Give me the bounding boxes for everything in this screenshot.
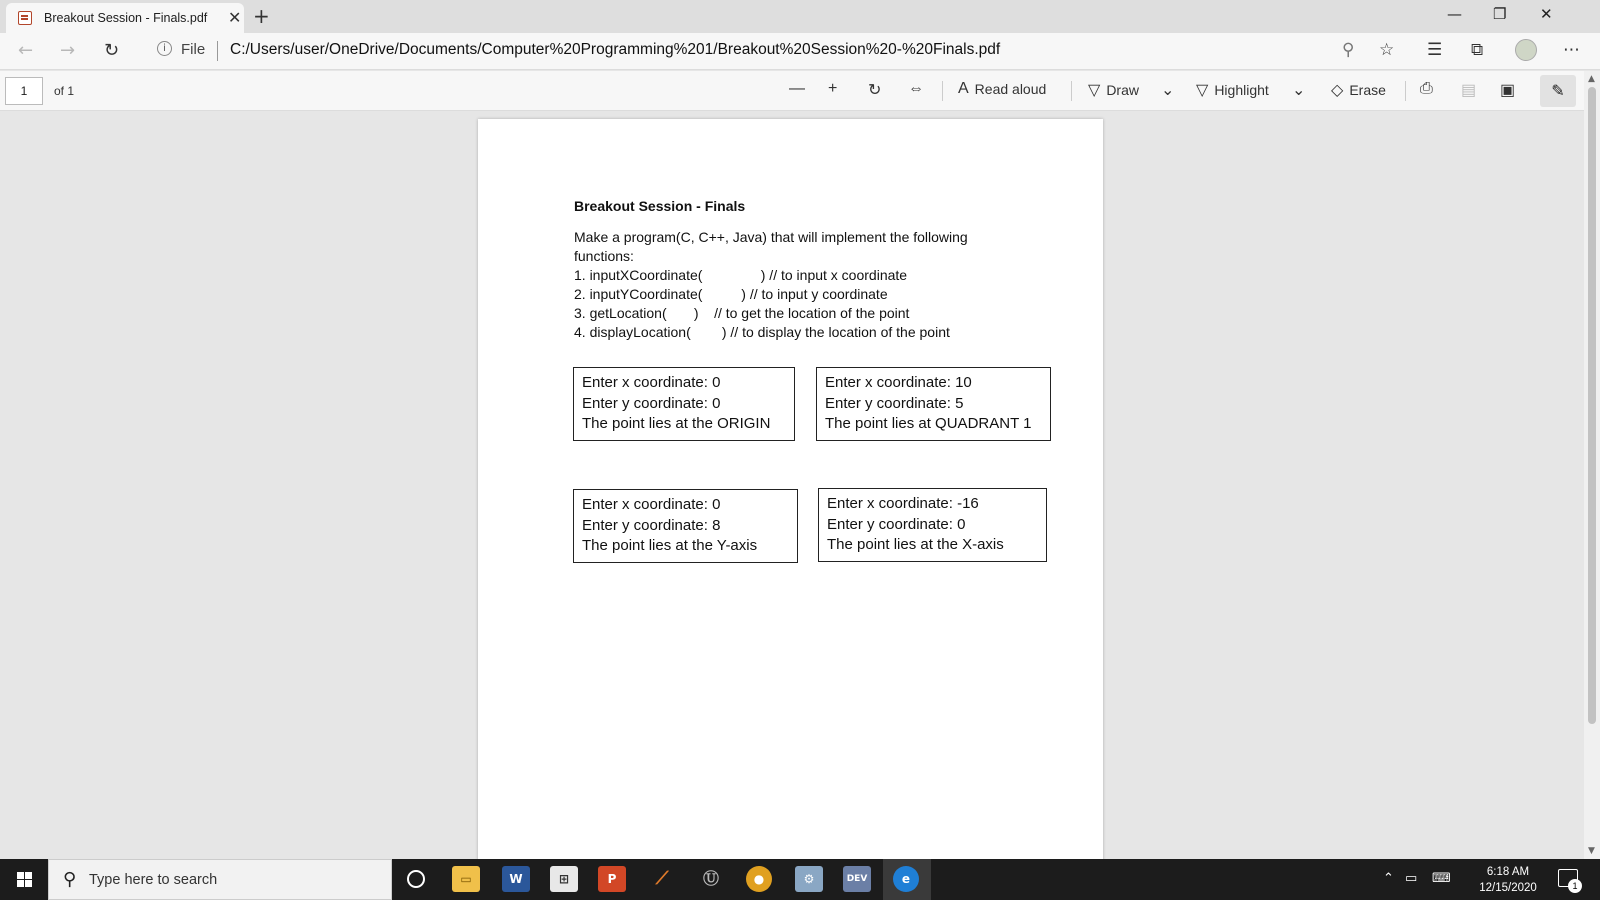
zoom-out-button[interactable]: [789, 80, 805, 98]
document-title: Breakout Session - Finals: [574, 198, 746, 214]
intro-line: functions:: [574, 248, 634, 264]
taskbar: [0, 859, 1600, 900]
erase-label: Erase: [1349, 82, 1386, 98]
toolbar-divider: [1071, 81, 1072, 101]
example-line: Enter x coordinate: 0: [582, 496, 721, 513]
tab-title: Breakout Session - Finals.pdf: [44, 11, 208, 25]
example-line: The point lies at the Y-axis: [582, 537, 758, 554]
example-output-box: [573, 367, 795, 441]
dev-tool-icon[interactable]: ⚙: [795, 866, 823, 892]
example-line: Enter x coordinate: 10: [825, 374, 972, 391]
collections-icon[interactable]: ⧉: [1471, 40, 1484, 60]
highlight-label: Highlight: [1214, 82, 1269, 98]
zoom-in-button[interactable]: [828, 80, 837, 98]
zoom-out-icon[interactable]: ⚲: [1342, 40, 1355, 60]
search-placeholder: Type here to search: [89, 872, 218, 888]
intro-line: Make a program(C, C++, Java) that will implement the following: [574, 229, 968, 245]
save-as-button[interactable]: [1500, 80, 1515, 100]
address-divider: [217, 41, 218, 61]
save-as-icon: ▣: [1500, 82, 1516, 99]
refresh-icon[interactable]: ↻: [104, 40, 120, 61]
file-explorer-icon[interactable]: ▭: [452, 866, 480, 892]
devcpp-icon[interactable]: DEV: [843, 866, 871, 892]
close-window-button[interactable]: ✕: [1540, 5, 1553, 23]
tab-pdf[interactable]: [6, 3, 244, 33]
function-item: 3. getLocation( ) // to get the location of the point: [574, 305, 910, 321]
function-item: 1. inputXCoordinate( ) // to input x coordinate: [574, 267, 908, 283]
more-menu-icon[interactable]: ⋯: [1563, 40, 1580, 60]
page-count: of 1: [54, 84, 75, 98]
vertical-scrollbar[interactable]: [1584, 71, 1600, 859]
rotate-button[interactable]: [868, 80, 881, 100]
scroll-down-icon[interactable]: ▼: [1588, 846, 1595, 856]
example-line: Enter y coordinate: 8: [582, 516, 721, 534]
notification-badge: 1: [1568, 879, 1582, 893]
powerpoint-icon[interactable]: P: [598, 866, 626, 892]
example-line: The point lies at the ORIGIN: [582, 415, 771, 432]
example-line: Enter y coordinate: 0: [827, 515, 966, 533]
example-output-box: [573, 489, 798, 563]
highlight-button[interactable]: [1196, 80, 1269, 100]
word-icon[interactable]: W: [502, 866, 530, 892]
save-button[interactable]: [1461, 80, 1476, 100]
scroll-thumb[interactable]: [1588, 87, 1596, 724]
clock-date: 12/15/2020: [1479, 882, 1537, 894]
document-body: [574, 197, 968, 342]
highlight-options-chevron-icon[interactable]: ⌄: [1292, 82, 1306, 99]
draw-button[interactable]: [1088, 80, 1139, 100]
function-item: 2. inputYCoordinate( ) // to input y coordinate: [574, 286, 888, 302]
read-aloud-icon: A: [958, 80, 969, 97]
save-icon: ▤: [1461, 82, 1477, 99]
fit-page-button[interactable]: [908, 80, 924, 98]
example-output-box: [818, 488, 1047, 562]
chrome-icon[interactable]: ●: [746, 866, 772, 892]
system-clock[interactable]: [1472, 864, 1544, 896]
plus-icon: +: [828, 80, 838, 97]
example-line: Enter x coordinate: -16: [827, 495, 979, 512]
example-line: Enter y coordinate: 0: [582, 394, 721, 412]
example-line: Enter y coordinate: 5: [825, 394, 964, 412]
tab-strip: [0, 0, 1600, 33]
print-button[interactable]: [1420, 80, 1433, 98]
example-line: The point lies at the X-axis: [827, 536, 1004, 553]
fit-page-icon: ⇔: [908, 80, 924, 97]
pdf-page: [478, 119, 1103, 859]
restore-button[interactable]: ❐: [1493, 5, 1507, 23]
toolbar-divider: [942, 81, 943, 101]
store-icon[interactable]: ⊞: [550, 866, 578, 892]
example-line: The point lies at QUADRANT 1: [825, 415, 1032, 432]
page-number-input[interactable]: 1: [5, 77, 43, 105]
address-scheme: File: [181, 41, 206, 58]
eraser-icon: ◇: [1331, 82, 1344, 99]
favorites-list-icon[interactable]: ☰: [1427, 40, 1443, 60]
print-icon: ⎙: [1420, 80, 1433, 97]
show-hidden-icons-icon[interactable]: ⌃: [1383, 871, 1394, 886]
clock-time: 6:18 AM: [1486, 866, 1530, 878]
address-bar: [0, 33, 1600, 70]
toolbar-divider: [1405, 81, 1406, 101]
brush-app-icon[interactable]: ⟋: [655, 868, 669, 889]
draw-label: Draw: [1106, 82, 1139, 98]
edge-icon[interactable]: e: [893, 866, 919, 892]
draw-options-chevron-icon[interactable]: ⌄: [1161, 82, 1175, 99]
pin-toolbar-icon[interactable]: ✎: [1540, 75, 1576, 107]
minus-icon: —: [789, 80, 805, 97]
tab-close-icon[interactable]: ✕: [228, 8, 242, 27]
info-icon[interactable]: i: [157, 41, 172, 56]
example-line: Enter x coordinate: 0: [582, 374, 721, 391]
task-view-icon[interactable]: [407, 870, 425, 888]
taskbar-search[interactable]: [48, 859, 392, 900]
back-arrow-icon[interactable]: ←: [18, 40, 34, 61]
scroll-up-icon[interactable]: ▲: [1588, 74, 1595, 84]
forward-arrow-icon[interactable]: →: [60, 40, 76, 61]
windows-start-icon[interactable]: [0, 859, 48, 900]
pdf-viewer: [0, 112, 1584, 859]
search-icon: ⚲: [63, 869, 77, 890]
profile-avatar[interactable]: [1515, 39, 1537, 61]
keyboard-icon[interactable]: ⌨: [1432, 871, 1451, 886]
pdf-toolbar: [0, 71, 1600, 111]
function-item: 4. displayLocation( ) // to display the location of the point: [574, 324, 950, 340]
favorite-star-icon[interactable]: ☆: [1379, 40, 1395, 60]
read-aloud-button[interactable]: [958, 80, 1046, 98]
network-icon[interactable]: ▭: [1405, 871, 1418, 886]
rotate-icon: ↻: [868, 82, 882, 99]
draw-pen-icon: ▽: [1088, 82, 1101, 99]
erase-button[interactable]: [1331, 80, 1386, 100]
address-url-input[interactable]: C:/Users/user/OneDrive/Documents/Computer%20Programming%201/Breakout%20Session%20-%20Finals.pdf: [230, 41, 1001, 58]
example-output-box: [816, 367, 1051, 441]
minimize-button[interactable]: —: [1447, 5, 1462, 23]
read-aloud-label: Read aloud: [974, 81, 1047, 97]
pdf-file-icon: [18, 11, 32, 25]
ultraviolet-app-icon[interactable]: Ⓤ: [702, 869, 719, 888]
highlighter-icon: ▽: [1196, 82, 1209, 99]
new-tab-button[interactable]: +: [253, 4, 270, 28]
